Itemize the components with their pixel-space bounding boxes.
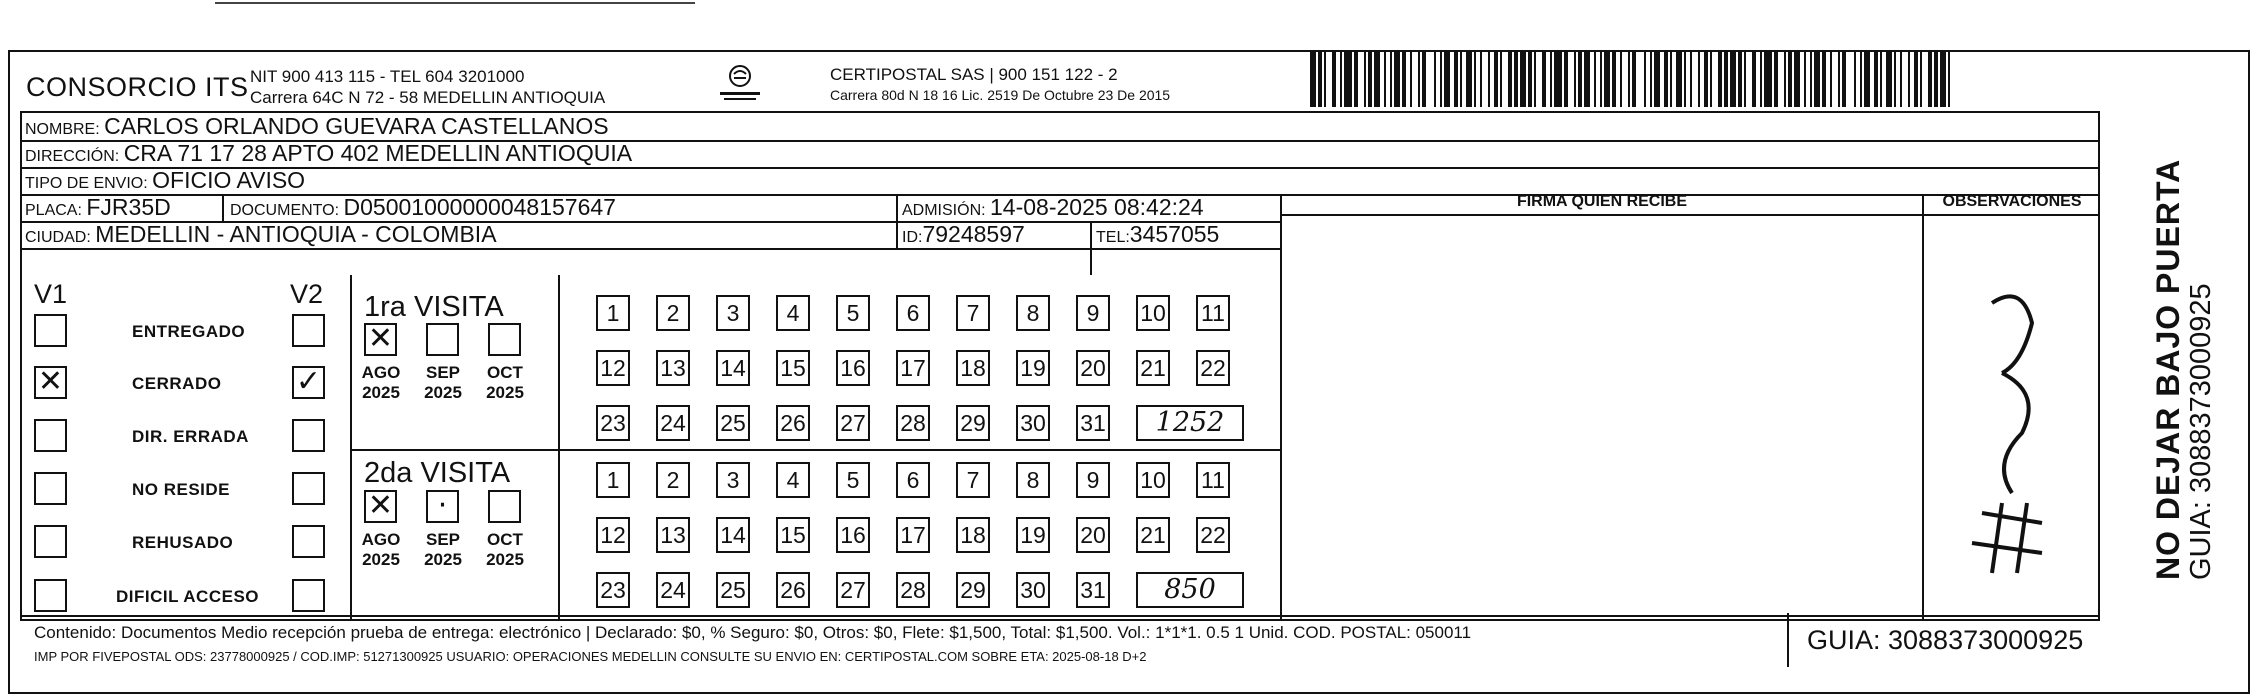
admision-label: ADMISIÓN: — [902, 202, 986, 219]
visit1-day-box[interactable]: 21 — [1136, 350, 1170, 386]
v1-checkbox[interactable] — [34, 579, 67, 612]
month-year: 2025 — [424, 383, 462, 402]
visit1-month-checkbox[interactable] — [426, 323, 459, 356]
carrier-line: CERTIPOSTAL SAS | 900 151 122 - 2 — [830, 65, 1118, 84]
visit1-month-label — [358, 363, 404, 403]
visit1-day-box[interactable]: 1 — [596, 295, 630, 331]
barcode-bar — [1390, 50, 1392, 107]
tel-label: TEL: — [1096, 229, 1130, 246]
barcode-bar — [1318, 50, 1322, 107]
barcode-bar — [1788, 50, 1792, 107]
tipo-label: TIPO DE ENVIO: — [25, 175, 148, 192]
barcode-bar — [1550, 50, 1552, 107]
visit1-day-box[interactable]: 3 — [716, 295, 750, 331]
visit1-day-box[interactable]: 30 — [1016, 405, 1050, 441]
visit2-day-box[interactable]: 30 — [1016, 572, 1050, 608]
barcode-bar — [1676, 50, 1682, 107]
visit2-month-label — [358, 530, 404, 570]
visit2-day-box[interactable]: 12 — [596, 517, 630, 553]
visit2-day-box[interactable]: 1 — [596, 462, 630, 498]
v2-checkbox[interactable] — [292, 525, 325, 558]
barcode-bar — [1332, 50, 1336, 107]
barcode-bar — [1934, 50, 1938, 107]
visit1-day-box[interactable]: 16 — [836, 350, 870, 386]
visit1-day-box[interactable]: 22 — [1196, 350, 1230, 386]
visit1-day-box[interactable]: 26 — [776, 405, 810, 441]
barcode-bar — [1928, 50, 1932, 107]
visit2-day-box[interactable]: 3 — [716, 462, 750, 498]
visit1-day-box[interactable]: 2 — [656, 295, 690, 331]
barcode-bar — [1344, 50, 1352, 107]
barcode-bar — [1488, 50, 1490, 107]
visit1-day-box[interactable]: 8 — [1016, 295, 1050, 331]
barcode-bar — [1564, 50, 1568, 107]
barcode-bar — [1698, 50, 1700, 107]
barcode-bar — [1542, 50, 1546, 107]
barcode-bar — [1914, 50, 1918, 107]
barcode-bar — [1528, 50, 1532, 107]
visit2-day-box[interactable]: 24 — [656, 572, 690, 608]
visit1-day-box[interactable]: 5 — [836, 295, 870, 331]
month-year: 2025 — [424, 550, 462, 569]
barcode-bar — [1744, 50, 1746, 107]
barcode-bar — [1650, 50, 1652, 107]
barcode-bar — [1810, 50, 1812, 107]
barcode-bar — [1574, 50, 1576, 107]
barcode-icon — [1310, 50, 1950, 107]
barcode-bar — [1860, 50, 1862, 107]
barcode-bar — [1704, 50, 1708, 107]
barcode-bar — [1440, 50, 1442, 107]
barcode-bar — [1520, 50, 1526, 107]
status-label: DIR. ERRADA — [132, 427, 249, 446]
visit2-day-box[interactable]: 31 — [1076, 572, 1110, 608]
visit2-day-box[interactable]: 2 — [656, 462, 690, 498]
visit1-day-box[interactable]: 11 — [1196, 295, 1230, 331]
barcode-bar — [1410, 50, 1412, 107]
month-name: AGO — [361, 530, 401, 549]
visit2-day-box[interactable]: 6 — [896, 462, 930, 498]
visit2-day-box[interactable]: 22 — [1196, 517, 1230, 553]
visit1-day-box[interactable]: 27 — [836, 405, 870, 441]
barcode-bar — [1822, 50, 1826, 107]
month-name: OCT — [487, 363, 523, 382]
visit2-month-label — [482, 530, 528, 570]
barcode-bar — [1514, 50, 1518, 107]
documento-label: DOCUMENTO: — [230, 202, 340, 219]
visit1-month-checkbox[interactable] — [488, 323, 521, 356]
v1-checkbox[interactable]: ✕ — [34, 366, 67, 399]
visit1-day-box[interactable]: 25 — [716, 405, 750, 441]
visit2-month-checkbox[interactable]: ✕ — [364, 490, 397, 523]
visit2-day-box[interactable]: 19 — [1016, 517, 1050, 553]
barcode-bar — [1434, 50, 1436, 107]
visit1-day-box[interactable]: 14 — [716, 350, 750, 386]
status-label: REHUSADO — [132, 533, 234, 552]
carrier-info — [830, 64, 1170, 106]
barcode-bar — [1480, 50, 1482, 107]
visit2-day-box[interactable]: 4 — [776, 462, 810, 498]
barcode-bar — [1374, 50, 1380, 107]
company-info — [250, 66, 605, 108]
v2-checkbox[interactable] — [292, 419, 325, 452]
visit1-day-box[interactable]: 31 — [1076, 405, 1110, 441]
barcode-bar — [1854, 50, 1856, 107]
visit1-day-box[interactable]: 4 — [776, 295, 810, 331]
v2-checkbox[interactable] — [292, 579, 325, 612]
barcode-bar — [1804, 50, 1806, 107]
visit2-day-box[interactable]: 7 — [956, 462, 990, 498]
barcode-bar — [1760, 50, 1762, 107]
visit2-day-box[interactable]: 14 — [716, 517, 750, 553]
placa-value: FJR35D — [86, 194, 171, 220]
visit1-day-box[interactable]: 20 — [1076, 350, 1110, 386]
status-label: NO RESIDE — [132, 480, 231, 499]
status-label: CERRADO — [132, 374, 222, 393]
barcode-bar — [1628, 50, 1630, 107]
month-name: AGO — [361, 363, 401, 382]
ciudad-label: CIUDAD: — [25, 229, 91, 246]
tel-value: 3457055 — [1129, 221, 1220, 247]
visit2-day-box[interactable]: 10 — [1136, 462, 1170, 498]
barcode-bar — [1724, 50, 1728, 107]
month-name: SEP — [425, 363, 461, 382]
visit2-hour-box[interactable]: 850 — [1136, 572, 1244, 608]
company-address: Carrera 64C N 72 - 58 MEDELLIN ANTIOQUIA — [250, 88, 606, 107]
barcode-bar — [1710, 50, 1712, 107]
visit2-day-box[interactable]: 8 — [1016, 462, 1050, 498]
barcode-bar — [1794, 50, 1800, 107]
visit2-day-box[interactable]: 23 — [596, 572, 630, 608]
admision-value: 14-08-2025 08:42:24 — [990, 194, 1204, 220]
barcode-bar — [1310, 50, 1316, 107]
v1-checkbox[interactable] — [34, 314, 67, 347]
barcode-bar — [1354, 50, 1358, 107]
barcode-bar — [1340, 50, 1342, 107]
barcode-bar — [1880, 50, 1882, 107]
barcode-bar — [1738, 50, 1742, 107]
barcode-bar — [1500, 50, 1502, 107]
barcode-bar — [1612, 50, 1616, 107]
footer-print-line: IMP POR FIVEPOSTAL ODS: 23778000925 / COD.IMP: 51271300925 USUARIO: OPERACIONES MEDELLIN CONSULTE SU ENVIO EN: CERTIPOSTAL.COM SOBRE ETA: 2025-08-18 D+2 — [34, 649, 1147, 664]
barcode-bar — [1948, 50, 1950, 107]
visit2-day-box[interactable]: 15 — [776, 517, 810, 553]
nombre-value: CARLOS ORLANDO GUEVARA CASTELLANOS — [104, 113, 609, 139]
handwritten-observation-icon — [1932, 263, 2092, 583]
id-value: 79248597 — [922, 221, 1025, 247]
barcode-bar — [1584, 50, 1590, 107]
barcode-bar — [1364, 50, 1366, 107]
direccion-row — [25, 140, 632, 167]
visit1-day-box[interactable]: 28 — [896, 405, 930, 441]
visit1-day-box[interactable]: 15 — [776, 350, 810, 386]
barcode-bar — [1654, 50, 1660, 107]
barcode-bar — [1368, 50, 1372, 107]
visit2-day-box[interactable]: 27 — [836, 572, 870, 608]
tipo-row — [25, 167, 305, 194]
side-warning: NO DEJAR BAJO PUERTA — [2150, 158, 2186, 580]
v1-checkbox[interactable] — [34, 419, 67, 452]
barcode-bar — [1632, 50, 1636, 107]
barcode-bar — [1534, 50, 1536, 107]
v2-checkbox[interactable]: ✓ — [292, 366, 325, 399]
barcode-bar — [1886, 50, 1892, 107]
placa-label: PLACA: — [25, 202, 82, 219]
visit2-day-box[interactable]: 5 — [836, 462, 870, 498]
id-field — [902, 221, 1025, 248]
visit2-day-box[interactable]: 17 — [896, 517, 930, 553]
barcode-bar — [1454, 50, 1458, 107]
barcode-bar — [1578, 50, 1582, 107]
barcode-bar — [1864, 50, 1870, 107]
visit1-day-box[interactable]: 6 — [896, 295, 930, 331]
visit2-day-box[interactable]: 13 — [656, 517, 690, 553]
status-label: DIFICIL ACCESO — [116, 587, 260, 606]
admision-field — [902, 194, 1204, 221]
carrier-address: Carrera 80d N 18 16 Lic. 2519 De Octubre 23 De 2015 — [830, 87, 1171, 103]
visit1-day-box[interactable]: 29 — [956, 405, 990, 441]
barcode-bar — [1474, 50, 1476, 107]
barcode-bar — [1920, 50, 1922, 107]
visit1-day-box[interactable]: 23 — [596, 405, 630, 441]
visit2-day-box[interactable]: 25 — [716, 572, 750, 608]
barcode-bar — [1418, 50, 1420, 107]
barcode-bar — [1422, 50, 1426, 107]
barcode-bar — [1620, 50, 1622, 107]
visit2-title: 2da VISITA — [364, 457, 511, 489]
barcode-bar — [1494, 50, 1498, 107]
documento-field — [230, 194, 616, 221]
visit2-day-box[interactable]: 16 — [836, 517, 870, 553]
visit2-day-box[interactable]: 9 — [1076, 462, 1110, 498]
direccion-value: CRA 71 17 28 APTO 402 MEDELLIN ANTIOQUIA — [123, 140, 633, 166]
nit-line: NIT 900 413 115 - TEL 604 3201000 — [250, 67, 525, 86]
v1-checkbox[interactable] — [34, 525, 67, 558]
id-label: ID: — [902, 229, 923, 246]
visit1-day-box[interactable]: 10 — [1136, 295, 1170, 331]
month-name: OCT — [487, 530, 523, 549]
top-edge-line — [215, 0, 695, 4]
ciudad-value: MEDELLIN - ANTIOQUIA - COLOMBIA — [95, 221, 497, 247]
barcode-bar — [1814, 50, 1820, 107]
visit2-day-box[interactable]: 21 — [1136, 517, 1170, 553]
barcode-bar — [1644, 50, 1646, 107]
barcode-bar — [1774, 50, 1778, 107]
barcode-bar — [1554, 50, 1562, 107]
tel-field — [1096, 221, 1219, 248]
delivery-form — [20, 111, 2100, 621]
visit2-month-label — [420, 530, 466, 570]
visit1-day-box[interactable]: 24 — [656, 405, 690, 441]
direccion-label: DIRECCIÓN: — [25, 148, 120, 165]
barcode-bar — [1874, 50, 1878, 107]
placa-field — [25, 194, 171, 221]
visit1-hour-box[interactable]: 1252 — [1136, 405, 1244, 441]
firma-heading: FIRMA QUIEN RECIBE — [1516, 193, 1688, 210]
certipostal-logo-icon — [710, 62, 770, 106]
visit2-day-box[interactable]: 11 — [1196, 462, 1230, 498]
barcode-bar — [1940, 50, 1946, 107]
barcode-bar — [1784, 50, 1786, 107]
visit1-month-label — [482, 363, 528, 403]
visit1-title: 1ra VISITA — [364, 291, 504, 323]
month-year: 2025 — [486, 550, 524, 569]
barcode-bar — [1604, 50, 1610, 107]
barcode-bar — [1764, 50, 1772, 107]
barcode-bar — [1664, 50, 1668, 107]
barcode-bar — [1830, 50, 1832, 107]
barcode-bar — [1394, 50, 1400, 107]
barcode-bar — [1690, 50, 1692, 107]
month-year: 2025 — [362, 383, 400, 402]
barcode-bar — [1466, 50, 1472, 107]
barcode-bar — [1730, 50, 1736, 107]
barcode-bar — [1718, 50, 1722, 107]
barcode-bar — [1508, 50, 1512, 107]
nombre-row — [25, 113, 609, 140]
barcode-bar — [1460, 50, 1462, 107]
observaciones-heading: OBSERVACIONES — [1942, 193, 2082, 210]
visit2-day-box[interactable]: 26 — [776, 572, 810, 608]
side-guia: GUIA: 3088373000925 — [2185, 283, 2217, 580]
barcode-bar — [1900, 50, 1902, 107]
visit1-day-box[interactable]: 9 — [1076, 295, 1110, 331]
barcode-bar — [1402, 50, 1406, 107]
nombre-label: NOMBRE: — [25, 121, 100, 138]
visit2-day-box[interactable]: 28 — [896, 572, 930, 608]
visit1-month-checkbox[interactable]: ✕ — [364, 323, 397, 356]
visit1-day-box[interactable]: 17 — [896, 350, 930, 386]
visit2-day-box[interactable]: 20 — [1076, 517, 1110, 553]
v1-heading: V1 — [34, 279, 68, 309]
side-notice — [2150, 159, 2218, 580]
month-year: 2025 — [362, 550, 400, 569]
visit1-month-label — [420, 363, 466, 403]
barcode-bar — [1838, 50, 1840, 107]
barcode-bar — [1324, 50, 1326, 107]
barcode-bar — [1684, 50, 1686, 107]
guia-number: GUIA: 3088373000925 — [1787, 613, 2100, 667]
tipo-value: OFICIO AVISO — [152, 167, 306, 193]
status-label: ENTREGADO — [132, 322, 246, 341]
visit1-day-box[interactable]: 19 — [1016, 350, 1050, 386]
barcode-bar — [1600, 50, 1602, 107]
ciudad-field — [25, 221, 497, 248]
footer-content-line: Contenido: Documentos Medio recepción prueba de entrega: electrónico | Declarado: $0, % Seguro: $0, Otros: $0, Flete: $1,500, Total: $1,500. Vol.: 1*1*1. 0.5 1 Unid. COD. POSTAL: 050011 — [34, 623, 1472, 642]
barcode-bar — [1908, 50, 1910, 107]
barcode-bar — [1894, 50, 1896, 107]
v1-checkbox[interactable] — [34, 472, 67, 505]
visit2-day-box[interactable]: 29 — [956, 572, 990, 608]
barcode-bar — [1444, 50, 1450, 107]
v2-heading: V2 — [290, 279, 324, 309]
v2-checkbox[interactable] — [292, 314, 325, 347]
barcode-bar — [1594, 50, 1596, 107]
visit1-day-box[interactable]: 13 — [656, 350, 690, 386]
barcode-bar — [1842, 50, 1846, 107]
company-name: CONSORCIO ITS — [26, 72, 249, 102]
documento-value: D05001000000048157647 — [343, 194, 616, 220]
visit1-day-box[interactable]: 7 — [956, 295, 990, 331]
barcode-bar — [1384, 50, 1386, 107]
month-year: 2025 — [486, 383, 524, 402]
visit2-month-checkbox[interactable] — [488, 490, 521, 523]
visit1-day-box[interactable]: 12 — [596, 350, 630, 386]
barcode-bar — [1752, 50, 1756, 107]
v2-checkbox[interactable] — [292, 472, 325, 505]
visit1-day-box[interactable]: 18 — [956, 350, 990, 386]
month-name: SEP — [425, 530, 461, 549]
visit2-day-box[interactable]: 18 — [956, 517, 990, 553]
barcode-bar — [1670, 50, 1672, 107]
visit2-month-checkbox[interactable]: · — [426, 490, 459, 523]
